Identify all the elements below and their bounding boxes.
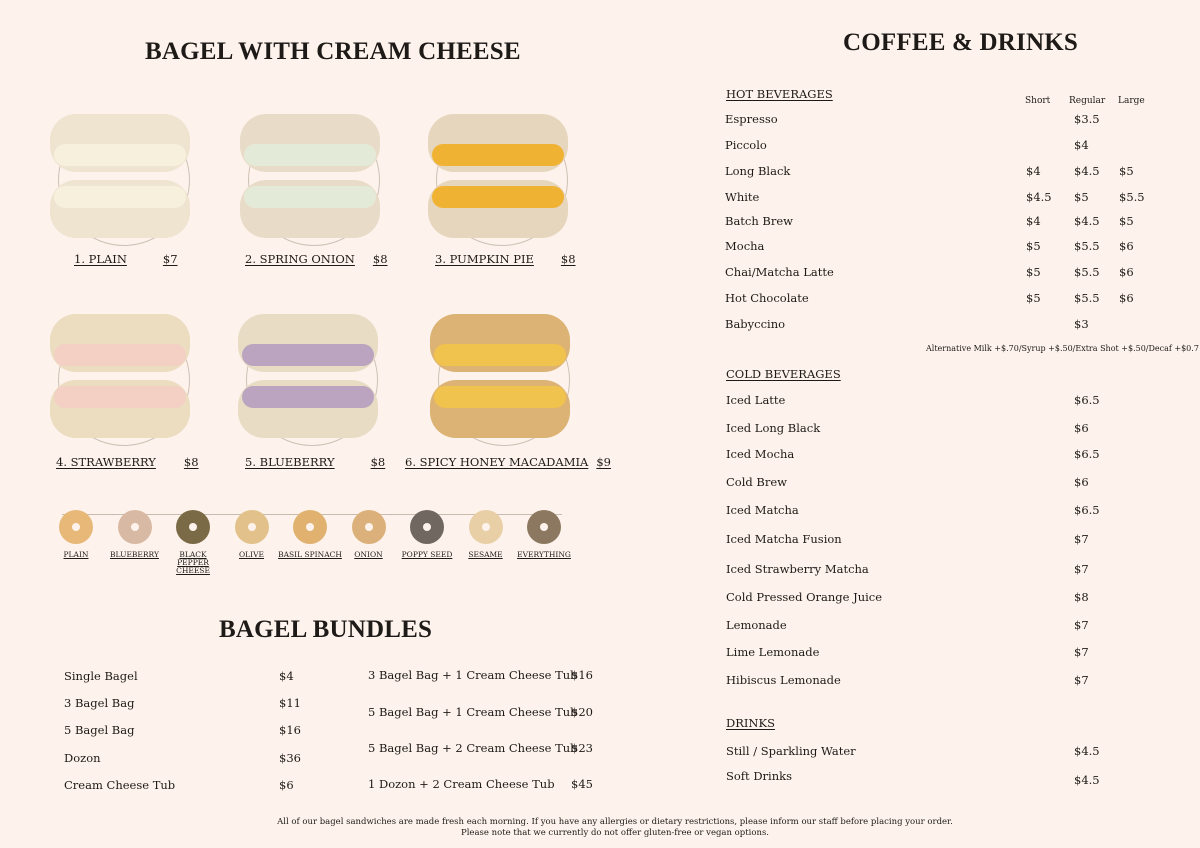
cold-item-price: $6 xyxy=(1074,421,1089,435)
col-large: Large xyxy=(1118,96,1145,106)
bagel-half-bot xyxy=(240,180,380,238)
hot-item-price-regular: $3 xyxy=(1074,317,1089,331)
cold-item-price: $6.5 xyxy=(1074,393,1100,407)
cold-item-price: $7 xyxy=(1074,532,1089,546)
bagel-type-image[interactable] xyxy=(352,510,386,544)
footer-line-2: Please note that we currently do not offer gluten-free or vegan options. xyxy=(460,828,770,838)
bundle-item-name[interactable]: 3 Bagel Bag xyxy=(64,696,135,710)
hot-item-price-large: $6 xyxy=(1119,291,1134,305)
hot-item-name[interactable]: Long Black xyxy=(725,164,791,178)
bagel-half-bot xyxy=(238,380,378,438)
hot-item-price-large: $6 xyxy=(1119,265,1134,279)
cream-cheese-filling xyxy=(434,386,566,408)
hot-item-price-regular: $4 xyxy=(1074,138,1089,152)
bundle-item-name[interactable]: 5 Bagel Bag + 1 Cream Cheese Tub xyxy=(368,705,578,719)
bagel-half-top xyxy=(50,314,190,372)
sandwich-label-5[interactable]: 5. BLUEBERRY $8 xyxy=(245,455,386,469)
drink-item-name[interactable]: Soft Drinks xyxy=(726,769,793,783)
cold-item-name[interactable]: Cold Brew xyxy=(726,475,788,489)
bagel-hole xyxy=(423,523,431,531)
hot-item-name[interactable]: Mocha xyxy=(725,239,765,253)
bundle-item-name[interactable]: 5 Bagel Bag + 2 Cream Cheese Tub xyxy=(368,741,578,755)
bagel-type-image[interactable] xyxy=(469,510,503,544)
sandwich-label-2[interactable]: 2. SPRING ONION $8 xyxy=(245,252,388,266)
hot-item-price-short: $4.5 xyxy=(1026,190,1052,204)
cream-cheese-filling xyxy=(244,186,376,208)
cold-item-price: $6 xyxy=(1074,475,1089,489)
bagel-type-image[interactable] xyxy=(235,510,269,544)
footer-line-1: All of our bagel sandwiches are made fresh each morning. If you have any allergies or dietary restrictions, please inform our staff before placing your order. xyxy=(277,817,953,827)
bundle-item-name[interactable]: Single Bagel xyxy=(64,669,138,683)
cold-item-price: $7 xyxy=(1074,618,1089,632)
bundle-item-name[interactable]: 3 Bagel Bag + 1 Cream Cheese Tub xyxy=(368,668,578,682)
bagel-hole xyxy=(482,523,490,531)
cream-cheese-filling xyxy=(54,144,186,166)
bagel-hole xyxy=(72,523,80,531)
bagel-type-image[interactable] xyxy=(527,510,561,544)
cold-item-name[interactable]: Iced Matcha Fusion xyxy=(726,532,842,546)
drinks-section-title: COFFEE & DRINKS xyxy=(843,29,1078,56)
bagel-half-bot xyxy=(428,180,568,238)
cold-item-price: $7 xyxy=(1074,673,1089,687)
hot-item-name[interactable]: Chai/Matcha Latte xyxy=(725,265,834,279)
sandwich-image-6[interactable] xyxy=(430,310,580,450)
sandwich-label-6[interactable]: 6. SPICY HONEY MACADAMIA $9 xyxy=(405,455,611,469)
bundle-item-price: $16 xyxy=(571,668,593,682)
bundle-item-price: $4 xyxy=(279,669,294,683)
extras-note: Alternative Milk +$.70/Syrup +$.50/Extra Shot +$.50/Decaf +$0.7 xyxy=(926,344,1199,353)
bagel-type-image[interactable] xyxy=(293,510,327,544)
bagel-half-top xyxy=(240,114,380,172)
hot-beverages-heading: HOT BEVERAGES xyxy=(726,87,833,101)
cold-item-name[interactable]: Iced Latte xyxy=(726,393,786,407)
cream-cheese-filling xyxy=(244,144,376,166)
bagel-section-title: BAGEL WITH CREAM CHEESE xyxy=(145,38,521,65)
bagel-type-image[interactable] xyxy=(176,510,210,544)
cold-item-name[interactable]: Iced Mocha xyxy=(726,447,795,461)
hot-item-name[interactable]: Hot Chocolate xyxy=(725,291,809,305)
drink-item-price: $4.5 xyxy=(1074,744,1100,758)
cold-item-price: $6.5 xyxy=(1074,447,1100,461)
col-short: Short xyxy=(1025,96,1051,106)
bundle-item-price: $6 xyxy=(279,778,294,792)
cream-cheese-filling xyxy=(54,386,186,408)
cream-cheese-filling xyxy=(54,186,186,208)
bundle-item-price: $36 xyxy=(279,751,301,765)
bagel-type-label[interactable]: ONION xyxy=(354,550,383,559)
hot-item-name[interactable]: Batch Brew xyxy=(725,214,794,228)
sandwich-image-1[interactable] xyxy=(50,110,200,250)
bundle-item-name[interactable]: Dozon xyxy=(64,751,101,765)
cream-cheese-filling xyxy=(242,344,374,366)
bagel-type-label[interactable]: BLUEBERRY xyxy=(110,550,159,559)
bagel-hole xyxy=(540,523,548,531)
bagel-half-top xyxy=(50,114,190,172)
bagel-type-label[interactable]: PLAIN xyxy=(63,550,89,559)
bagel-half-top xyxy=(430,314,570,372)
sandwich-label-1[interactable]: 1. PLAIN $7 xyxy=(74,252,178,266)
bagel-half-bot xyxy=(50,380,190,438)
bagel-type-label[interactable]: EVERYTHING xyxy=(517,550,571,559)
cream-cheese-filling xyxy=(54,344,186,366)
hot-item-name[interactable]: Espresso xyxy=(725,112,778,126)
hot-item-name[interactable]: Piccolo xyxy=(725,138,767,152)
bagel-hole xyxy=(306,523,314,531)
cold-item-name[interactable]: Iced Matcha xyxy=(726,503,799,517)
bagel-hole xyxy=(365,523,373,531)
hot-item-name[interactable]: Babyccino xyxy=(725,317,786,331)
hot-item-price-large: $5.5 xyxy=(1119,190,1145,204)
sandwich-label-4[interactable]: 4. STRAWBERRY $8 xyxy=(56,455,199,469)
cold-item-price: $6.5 xyxy=(1074,503,1100,517)
cold-item-name[interactable]: Cold Pressed Orange Juice xyxy=(726,590,883,604)
drink-item-name[interactable]: Still / Sparkling Water xyxy=(726,744,856,758)
bagel-half-top xyxy=(238,314,378,372)
bagel-type-label[interactable]: BLACK PEPPER CHEESE xyxy=(176,550,210,575)
sandwich-image-5[interactable] xyxy=(238,310,388,450)
bagel-half-top xyxy=(428,114,568,172)
hot-item-price-large: $5 xyxy=(1119,164,1134,178)
bundle-item-name[interactable]: Cream Cheese Tub xyxy=(64,778,176,792)
cold-item-name[interactable]: Iced Strawberry Matcha xyxy=(726,562,869,576)
cream-cheese-filling xyxy=(434,344,566,366)
hot-item-price-short: $5 xyxy=(1026,239,1041,253)
cold-item-price: $7 xyxy=(1074,562,1089,576)
bundle-item-price: $45 xyxy=(571,777,593,791)
bagel-hole xyxy=(131,523,139,531)
bundle-item-price: $11 xyxy=(279,696,301,710)
bagel-hole xyxy=(189,523,197,531)
hot-item-price-short: $4 xyxy=(1026,214,1041,228)
drink-item-price: $4.5 xyxy=(1074,773,1100,787)
bagel-type-image[interactable] xyxy=(118,510,152,544)
hot-item-price-regular: $5.5 xyxy=(1074,291,1100,305)
bundle-item-price: $23 xyxy=(571,741,593,755)
hot-item-price-regular: $3.5 xyxy=(1074,112,1100,126)
hot-item-price-regular: $5 xyxy=(1074,190,1089,204)
hot-item-price-short: $4 xyxy=(1026,164,1041,178)
hot-item-name[interactable]: White xyxy=(725,190,760,204)
drinks-heading: DRINKS xyxy=(726,716,775,730)
sandwich-image-2[interactable] xyxy=(240,110,390,250)
bagel-half-bot xyxy=(430,380,570,438)
hot-item-price-short: $5 xyxy=(1026,265,1041,279)
sandwich-image-3[interactable] xyxy=(428,110,578,250)
hot-item-price-regular: $4.5 xyxy=(1074,164,1100,178)
cream-cheese-filling xyxy=(432,144,564,166)
cream-cheese-filling xyxy=(242,386,374,408)
cold-item-price: $8 xyxy=(1074,590,1089,604)
hot-item-price-large: $5 xyxy=(1119,214,1134,228)
bagel-type-image[interactable] xyxy=(410,510,444,544)
bundle-item-name[interactable]: 5 Bagel Bag xyxy=(64,723,135,737)
bagel-type-label[interactable]: SESAME xyxy=(468,550,503,559)
bagel-type-label[interactable]: BASIL SPINACH xyxy=(278,550,342,559)
bagel-hole xyxy=(248,523,256,531)
sandwich-image-4[interactable] xyxy=(50,310,200,450)
sandwich-label-3[interactable]: 3. PUMPKIN PIE $8 xyxy=(435,252,576,266)
cold-item-name[interactable]: Lemonade xyxy=(726,618,787,632)
hot-item-price-regular: $4.5 xyxy=(1074,214,1100,228)
cold-item-name[interactable]: Hibiscus Lemonade xyxy=(726,673,841,687)
col-regular: Regular xyxy=(1069,96,1106,106)
hot-item-price-short: $5 xyxy=(1026,291,1041,305)
bagel-type-label[interactable]: OLIVE xyxy=(239,550,264,559)
cold-item-name[interactable]: Iced Long Black xyxy=(726,421,821,435)
cold-item-price: $7 xyxy=(1074,645,1089,659)
cold-item-name[interactable]: Lime Lemonade xyxy=(726,645,820,659)
hot-item-price-regular: $5.5 xyxy=(1074,265,1100,279)
bagel-type-label[interactable]: POPPY SEED xyxy=(401,550,453,559)
bagel-type-image[interactable] xyxy=(59,510,93,544)
bagel-half-bot xyxy=(50,180,190,238)
hot-item-price-regular: $5.5 xyxy=(1074,239,1100,253)
bundle-item-name[interactable]: 1 Dozon + 2 Cream Cheese Tub xyxy=(368,777,555,791)
cream-cheese-filling xyxy=(432,186,564,208)
footer-note xyxy=(200,817,1030,839)
hot-item-price-large: $6 xyxy=(1119,239,1134,253)
cold-beverages-heading: COLD BEVERAGES xyxy=(726,367,841,381)
bundles-title: BAGEL BUNDLES xyxy=(219,616,433,643)
bundle-item-price: $20 xyxy=(571,705,593,719)
bundle-item-price: $16 xyxy=(279,723,301,737)
